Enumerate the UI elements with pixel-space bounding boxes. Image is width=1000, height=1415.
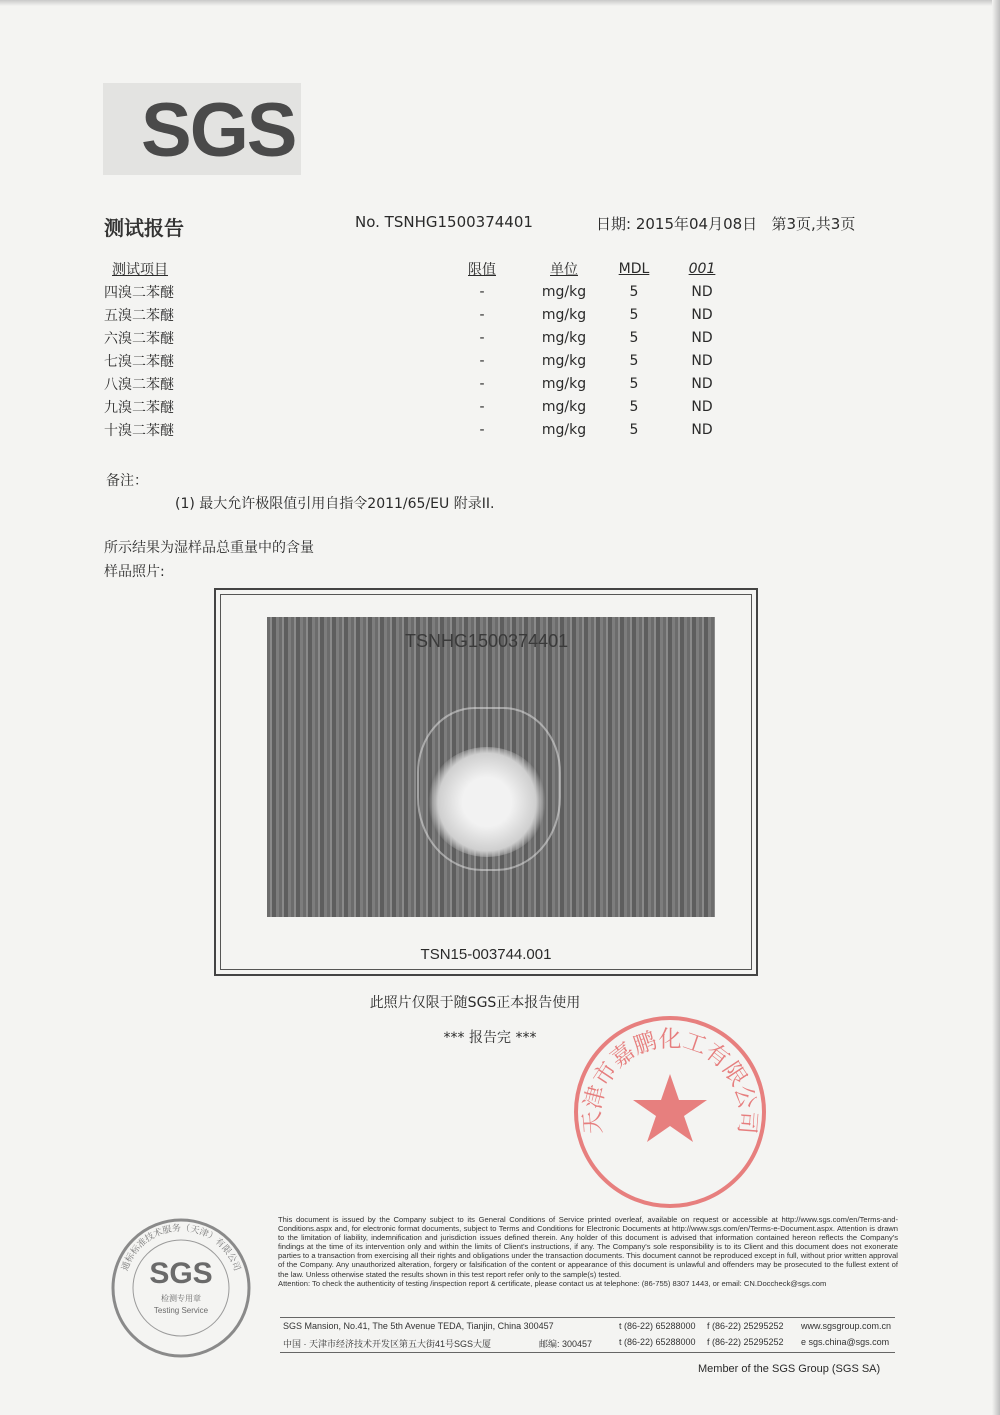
- sample-jar-highlight: [427, 747, 547, 857]
- table-row: [104, 372, 742, 395]
- sample-photo-frame: [214, 588, 758, 976]
- cell-result: ND: [691, 283, 713, 300]
- cell-result: ND: [691, 375, 713, 392]
- sgs-group-member: Member of the SGS Group (SGS SA): [698, 1363, 881, 1375]
- cell-unit: mg/kg: [541, 421, 587, 438]
- footer-seal-logo: SGS: [149, 1257, 213, 1290]
- cell-limit: -: [479, 329, 485, 346]
- address-top-rule: [280, 1317, 895, 1318]
- cell-item: 四溴二苯醚: [104, 284, 174, 301]
- fax-en: f (86-22) 25295252: [707, 1321, 784, 1331]
- address-bottom-rule: [280, 1352, 895, 1353]
- photo-usage-note: 此照片仅限于随SGS正本报告使用: [369, 995, 581, 1011]
- cell-mdl: 5: [629, 306, 639, 323]
- seal-star-icon: [633, 1074, 707, 1142]
- remark-note-1: (1) 最大允许极限值引用自指令2011/65/EU 附录II.: [175, 496, 495, 512]
- cell-result: ND: [691, 398, 713, 415]
- table-row: [104, 280, 742, 303]
- cell-item: 九溴二苯醚: [104, 399, 174, 416]
- cell-unit: mg/kg: [541, 375, 587, 392]
- cell-limit: -: [479, 375, 485, 392]
- phone-cn: t (86-22) 65288000: [619, 1337, 696, 1347]
- footer-seal-line2: Testing Service: [153, 1306, 209, 1315]
- authenticity-attention: Attention: To check the authenticity of testing /inspection report & certificate, please contact us at telephone: (86-755) 8307 1443, or email: CN.Doccheck@sgs.com: [278, 1278, 827, 1288]
- page-right-edge: [992, 0, 1000, 1415]
- report-date: 日期: 2015年04月08日: [596, 215, 758, 233]
- col-unit: 单位: [550, 261, 578, 278]
- table-row: [104, 303, 742, 326]
- cell-unit: mg/kg: [541, 306, 587, 323]
- cell-item: 八溴二苯醚: [104, 376, 174, 393]
- report-date-and-page: [596, 213, 855, 234]
- cell-unit: mg/kg: [541, 398, 587, 415]
- sample-photo: [267, 617, 715, 917]
- cell-item: 五溴二苯醚: [104, 307, 174, 324]
- cell-result: ND: [691, 421, 713, 438]
- page-indicator: 第3页,共3页: [771, 215, 856, 233]
- cell-unit: mg/kg: [541, 352, 587, 369]
- footer: [100, 1213, 955, 1393]
- fax-cn: f (86-22) 25295252: [707, 1337, 784, 1347]
- photo-caption: TSN15-003744.001: [420, 946, 552, 963]
- postcode-cn: 邮编: 300457: [539, 1339, 593, 1349]
- report-number: No. TSNHG1500374401: [355, 213, 533, 231]
- end-of-report-mark: *** 报告完 ***: [443, 1030, 537, 1046]
- table-row: [104, 349, 742, 372]
- cell-mdl: 5: [629, 329, 639, 346]
- col-mdl: MDL: [618, 260, 650, 277]
- page-top-edge: [0, 0, 1000, 6]
- sgs-logo-text: SGS: [141, 88, 296, 173]
- cell-item: 七溴二苯醚: [104, 353, 174, 370]
- result-basis-note: 所示结果为湿样品总重量中的含量: [104, 540, 314, 556]
- cell-limit: -: [479, 283, 485, 300]
- email: e sgs.china@sgs.com: [801, 1337, 890, 1347]
- cell-mdl: 5: [629, 283, 639, 300]
- results-header-row: [104, 257, 742, 280]
- cell-result: ND: [691, 329, 713, 346]
- website: www.sgsgroup.com.cn: [801, 1321, 892, 1331]
- cell-mdl: 5: [629, 398, 639, 415]
- cell-limit: -: [479, 398, 485, 415]
- seal-text: 天津市嘉鹏化工有限公司: [579, 1026, 761, 1135]
- footer-seal-ring-text: 通标标准技术服务（天津）有限公司: [120, 1223, 242, 1273]
- sample-photo-inner-border: [220, 594, 752, 970]
- report-title: 测试报告: [104, 216, 184, 240]
- remarks-label: 备注：: [106, 473, 148, 489]
- cell-limit: -: [479, 306, 485, 323]
- col-test-item: 测试项目: [112, 261, 168, 278]
- address-en: SGS Mansion, No.41, The 5th Avenue TEDA, Tianjin, China 300457: [283, 1321, 554, 1331]
- col-limit: 限值: [468, 261, 496, 278]
- legal-terms: This document is issued by the Company subject to its General Conditions of Service printed overleaf, available on request or accessible at http://www.sgs.com/en/Terms-and-Conditions.aspx and, for electronic format documents, subject to Terms and Conditions for Electronic Documents at http://www.sgs.com/en/Terms-e-Document.aspx. Attention is drawn to the limitation of liability, indemnification and jurisdiction issues defined therein. Any holder of this document is advised that information contained hereon reflects the Company's findings at the time of its intervention only and within the limits of Client's instructions, if any. The Company's sole responsibility is to its Client and this document does not exonerate parties to a transaction from exercising all their rights and obligations under the transaction documents. This document cannot be reproduced except in full, without prior written approval of the Company. Any unauthorized alteration, forgery or falsification of the content or appearance of this document is unlawful and offenders may be prosecuted to the fullest extent of the law. Unless otherwise stated the results shown in this test report refer only to the sample(s) tested.: [278, 1215, 898, 1279]
- table-row: [104, 395, 742, 418]
- sgs-testing-seal: [106, 1213, 256, 1363]
- table-row: [104, 326, 742, 349]
- cell-mdl: 5: [629, 375, 639, 392]
- company-red-seal: [570, 1012, 770, 1212]
- col-sample-001: 001: [688, 260, 716, 277]
- photo-overlay-id: TSNHG1500374401: [405, 631, 569, 651]
- cell-result: ND: [691, 306, 713, 323]
- cell-mdl: 5: [629, 421, 639, 438]
- cell-unit: mg/kg: [541, 329, 587, 346]
- cell-unit: mg/kg: [541, 283, 587, 300]
- cell-limit: -: [479, 352, 485, 369]
- legal-fine-print: [278, 1215, 898, 1288]
- cell-mdl: 5: [629, 352, 639, 369]
- footer-seal-line1: 检测专用章: [161, 1294, 201, 1303]
- phone-en: t (86-22) 65288000: [619, 1321, 696, 1331]
- cell-item: 十溴二苯醚: [104, 422, 174, 439]
- cell-result: ND: [691, 352, 713, 369]
- sample-photo-label: 样品照片:: [104, 564, 165, 580]
- cell-limit: -: [479, 421, 485, 438]
- results-table: [104, 257, 742, 441]
- cell-item: 六溴二苯醚: [104, 330, 174, 347]
- address-cn: 中国 · 天津市经济技术开发区第五大街41号SGS大厦: [283, 1339, 492, 1349]
- table-row: [104, 418, 742, 441]
- sgs-logo: [103, 83, 301, 175]
